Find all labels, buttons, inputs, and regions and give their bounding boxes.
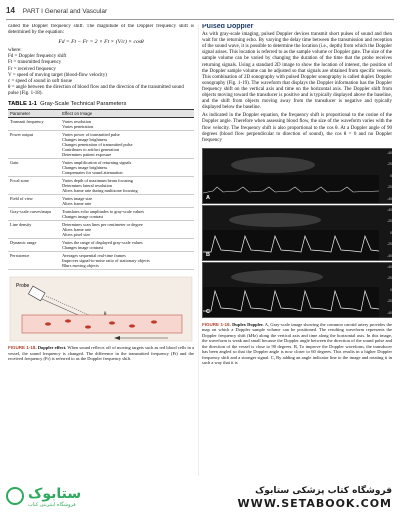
figure-1-18-caption [8, 345, 194, 362]
effect-line: Varies amplification of returning signals [62, 160, 132, 166]
effect-cell [60, 195, 194, 208]
tick-label: -40 [387, 310, 392, 315]
effect-line: Varies depth of maximum beam focusing [62, 178, 133, 184]
effect-cell [60, 131, 194, 159]
caption-title: Duplex Doppler. [232, 321, 264, 327]
where-label: where: [8, 48, 22, 54]
caption-title: Doppler effect. [37, 345, 67, 351]
table-row [8, 131, 194, 159]
effect-line: Varies power of transmitted pulse [62, 132, 120, 138]
duplex-panel-b [202, 205, 392, 261]
effect-line: Changes penetration of transmitted pulse [62, 142, 133, 148]
effect-line: Varies image size [62, 196, 93, 202]
tick-label: -40 [387, 150, 392, 155]
parameter-cell: Focal zone [8, 177, 60, 195]
table-body [8, 118, 194, 270]
table-row [8, 221, 194, 239]
parameter-cell: Transmit frequency [8, 118, 60, 131]
axis-ticks [380, 264, 392, 316]
tick-label: -20 [387, 276, 392, 281]
tick-label: -20 [387, 242, 392, 247]
effect-cell [60, 118, 194, 131]
effect-line: Alters frame rate during multizone focusing [62, 188, 138, 194]
table-header-cell: Effect on Image [60, 110, 194, 118]
effect-line: Translates echo amplitudes to gray-scale values [62, 209, 144, 215]
tick-label: -40 [387, 196, 392, 201]
table-row [8, 239, 194, 252]
table-row [8, 208, 194, 221]
parameter-cell: Field of view [8, 195, 60, 208]
effect-line: Contributes to artifact generation [62, 147, 119, 153]
doppler-effect-diagram [8, 275, 194, 343]
table-caption: Gray-Scale Technical Parameters [40, 101, 127, 108]
effect-line: Varies resolution [62, 119, 92, 125]
table-title [8, 101, 194, 107]
left-column [8, 24, 194, 482]
effect-line: Alters frame rate [62, 227, 92, 233]
figure-1-19 [202, 148, 392, 320]
tick-label: -40 [387, 264, 392, 269]
column-gutter [198, 24, 199, 476]
paragraph-2: As indicated in the Doppler equation, the frequency shift is proportional to the cosine of the Doppler angle. Therefore when assessing blood flow, the size of the waveform varies with the flow velocity. The frequency shift is also proportional to the cos θ. At a Doppler angle of 90 degrees (blood flow perpendicular to direction of sound), the cos θ = 0 and no Doppler frequency [202, 113, 392, 143]
effect-line: Alters frame rate [62, 201, 92, 207]
duplex-panel-c [202, 262, 392, 318]
caption-label: FIGURE 1-19. [202, 321, 231, 327]
footer-url[interactable]: WWW.SETABOOK.COM [237, 497, 392, 510]
effect-line: Changes image brightness [62, 137, 108, 143]
where-item: θ = angle between the direction of blood flow and the direction of the transmitted sound pulse (Fig. 1-18). [8, 84, 184, 96]
effect-line: Alters pixel size [62, 232, 90, 238]
effect-line: Varies penetration [62, 124, 94, 130]
effect-line: Blurs moving objects [62, 263, 99, 269]
tick-label: 0 [390, 230, 392, 235]
effect-line: Compensates for sound attenuation [62, 170, 123, 176]
table-row [8, 177, 194, 195]
tick-label: 0 [390, 173, 392, 178]
footer-banner [238, 486, 392, 510]
tick-label: -20 [387, 162, 392, 167]
parameter-cell: Gray-scale curves/maps [8, 208, 60, 221]
page-number: 14 [6, 6, 15, 15]
table-row [8, 195, 194, 208]
caption-text: When sound reflects off of moving targets such as red blood cells in a vessel, the sound frequency is changed. The difference in the transmitted frequency (Ft) and the received frequency (Fr) is referred to as the Doppler frequency shift. [8, 345, 194, 362]
panel-label: C [206, 308, 210, 315]
effect-cell [60, 252, 194, 270]
where-item: V = speed of moving target (blood-flow velocity) [8, 72, 107, 78]
right-column [202, 24, 392, 476]
effect-cell [60, 239, 194, 252]
effect-line: Averages sequential real-time frames [62, 253, 126, 259]
figure-1-19-caption [202, 322, 392, 366]
logo-icon [6, 487, 24, 505]
effect-line: Improves signal-to-noise ratio of stationary objects [62, 258, 150, 264]
page-header [6, 6, 394, 20]
effect-cell [60, 177, 194, 195]
paragraph-1: As with gray-scale imaging, pulsed Doppler devices transmit short pulses of sound and then wait for the returning echo. By varying the delay time between the transmission and reception of the sound wave, it is possible to determine the location (i.e., depth) from which the Doppler signal arises. This location is referred to as the sample volume or Doppler gate. The size of the sample volume can be varied by changing the duration of the time that the probe receives returning signals. Using a standard 2D image to show the location of interest, the position of the Doppler sample volume can be adjusted so that signals are obtained from specific vessels. This combination of 2D sonography with pulsed Doppler sonography is called duplex Doppler sonography (Fig. 1-19). The waveform that displays the Doppler information has the Doppler frequency shift on the vertical axis and time on the horizontal axis. The Doppler shift from objects moving toward the transducer is positive and is typically displayed above the baseline, and the shift from objects moving away from the transducer is negative and typically displayed below the baseline. [202, 32, 392, 111]
running-title: PART I General and Vascular [22, 8, 108, 15]
footer-store-name: فروشگاه کتاب پزشکی ستابوک [255, 486, 392, 496]
effect-line: Determines lateral resolution [62, 183, 112, 189]
header-rule [6, 19, 394, 20]
tick-label: -40 [387, 207, 392, 212]
table-row [8, 159, 194, 177]
doppler-equation: Fd = Ft − Fr = 2 × Ft × (V/c) × cosθ [58, 39, 144, 46]
effect-line: Determines patient exposure [62, 152, 112, 158]
effect-line: Determines scan lines per centimeter or degree [62, 222, 143, 228]
effect-cell [60, 221, 194, 239]
probe-label: Probe [16, 283, 30, 290]
section-heading: Pulsed Doppler [202, 24, 254, 30]
table-header-row [8, 110, 194, 118]
duplex-panel-a [202, 148, 392, 204]
panel-label: B [206, 251, 210, 258]
table-label: TABLE 1-1 [8, 101, 37, 108]
effect-line: Changes image contrast [62, 245, 104, 251]
parameter-cell: Power output [8, 131, 60, 159]
panel-label: A [206, 194, 210, 201]
tick-label: 0 [390, 287, 392, 292]
tick-label: -40 [387, 253, 392, 258]
figure-1-18 [8, 275, 194, 362]
tick-label: -20 [387, 299, 392, 304]
table-row [8, 118, 194, 131]
where-item: Ft = transmitted frequency [8, 60, 62, 66]
where-list [8, 54, 194, 97]
intro-paragraph: called the Doppler frequency shift. The magnitude of the Doppler frequency shift is determined by the equation: [8, 24, 194, 36]
logo-brand-text: ستابوک [28, 486, 82, 502]
tick-label: -20 [387, 219, 392, 224]
where-item: Fd = Doppler frequency shift [8, 54, 67, 60]
parameter-cell: Gain [8, 159, 60, 177]
effect-cell [60, 208, 194, 221]
theta-label: θ [104, 312, 107, 318]
setabook-logo [6, 484, 128, 512]
axis-ticks [380, 207, 392, 259]
parameters-table [8, 109, 194, 270]
effect-line: Changes image brightness [62, 165, 108, 171]
caption-label: FIGURE 1-18. [8, 345, 37, 351]
parameter-cell: Line density [8, 221, 60, 239]
table-header-cell: Parameter [8, 110, 60, 118]
table-row [8, 252, 194, 270]
where-item: Fr = received frequency [8, 66, 56, 72]
parameter-cell: Dynamic range [8, 239, 60, 252]
tick-label: -20 [387, 185, 392, 190]
parameter-cell: Persistence [8, 252, 60, 270]
axis-ticks [380, 150, 392, 202]
effect-line: Varies the range of displayed gray-scale values [62, 240, 143, 246]
logo-subtitle: فروشگاه اینترنتی کتاب [28, 502, 76, 508]
where-item: c = speed of sound in soft tissue [8, 78, 73, 84]
caption-text: A, Gray-scale image showing the common carotid artery provides the map on which a Doppler sample volume can be positioned. The resulting waveform represents the Doppler frequency shift (kHz) along the vertical axis and time along the horizontal axis. In this image, the waveform is weak and small because the Doppler angle between the direction of the sound pulse and the direction of the vessel is close to 90 degrees. B, To improve the Doppler waveform, the transducer has been angled so that the Doppler angle is now closer to 60 degrees. This results in a higher Doppler frequency shift and a stronger signal. C, By adding an angle indicator line to the image and rotating it in such a way that it is [202, 321, 392, 366]
effect-cell [60, 159, 194, 177]
effect-line: Changes image contrast [62, 214, 104, 220]
